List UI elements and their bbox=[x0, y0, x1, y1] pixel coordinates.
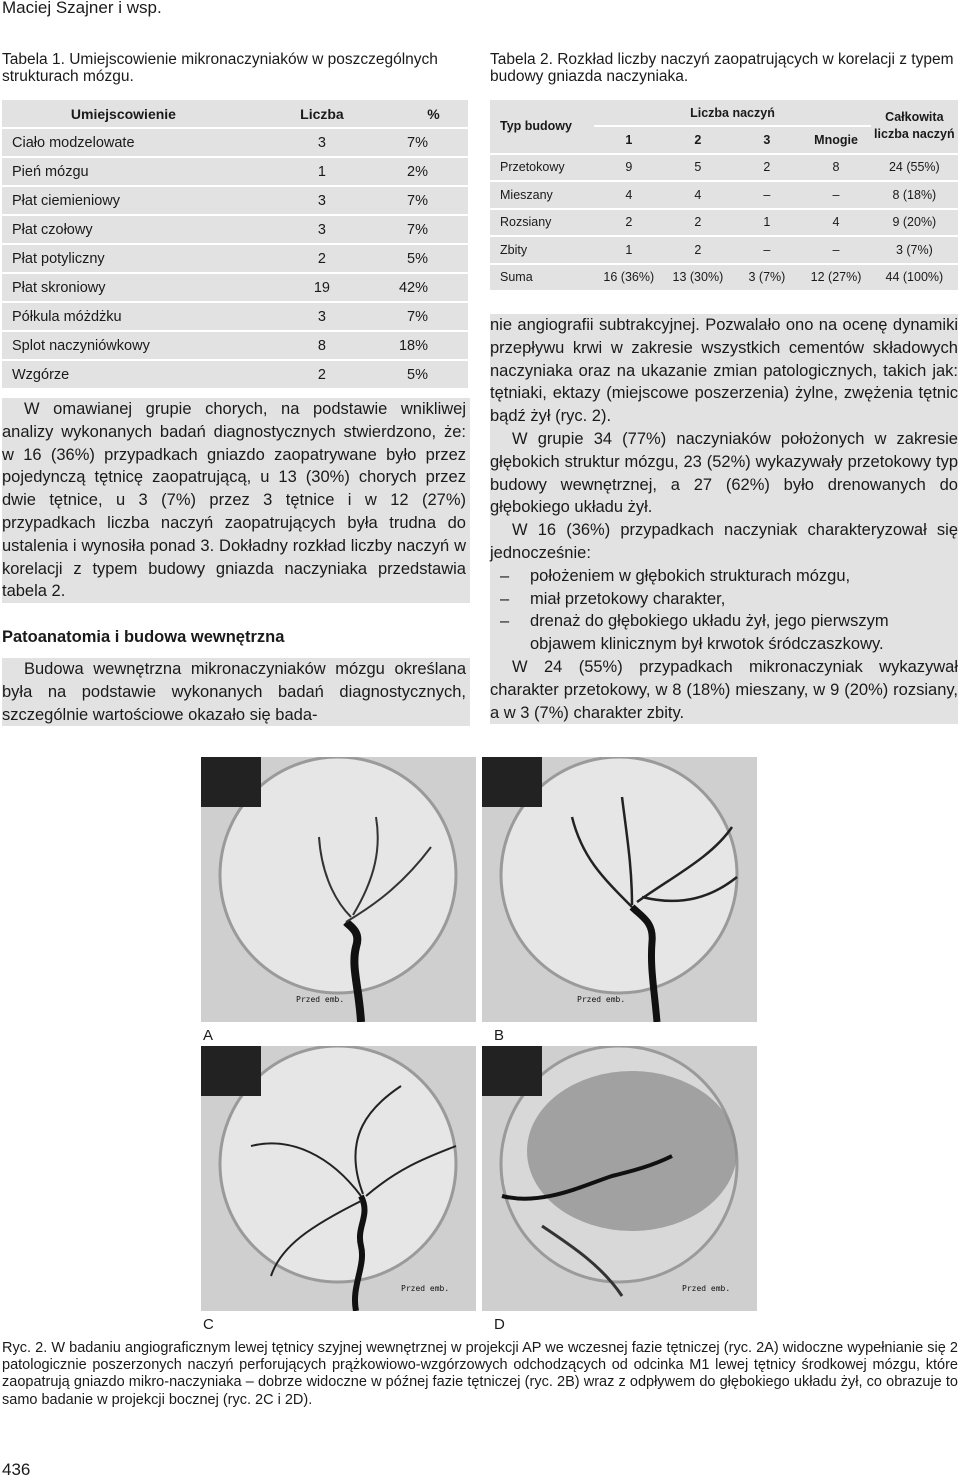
table2-caption: Tabela 2. Rozkład liczby naczyń zaopatrujących w korelacji z typem budowy gniazda naczyniaka. bbox=[490, 51, 954, 85]
table2-header-total: Całkowita liczba naczyń bbox=[871, 100, 958, 154]
table-cell: 3 bbox=[245, 302, 399, 331]
left-paragraph-2 bbox=[2, 658, 470, 726]
table2-subheader: 2 bbox=[663, 126, 732, 154]
figure-label-d: D bbox=[494, 1316, 505, 1333]
table-cell: Płat skroniowy bbox=[2, 273, 245, 302]
table-cell: 8 bbox=[801, 154, 870, 182]
table-cell: 4 bbox=[801, 209, 870, 237]
table-cell: 9 bbox=[594, 154, 663, 182]
image-annotation: Przed emb. bbox=[682, 1284, 731, 1293]
table-cell: 24 (55%) bbox=[871, 154, 958, 182]
table-row bbox=[2, 157, 468, 186]
table-cell: Rozsiany bbox=[490, 209, 594, 237]
table-cell: 5 bbox=[663, 154, 732, 182]
table-cell: 5% bbox=[399, 244, 468, 273]
figure-label-a: A bbox=[203, 1027, 214, 1044]
table-cell: 3 bbox=[245, 186, 399, 215]
table-cell: 7% bbox=[399, 302, 468, 331]
angiogram-image-a bbox=[201, 757, 476, 1022]
table-cell: 3 bbox=[245, 128, 399, 157]
table-cell: – bbox=[732, 236, 801, 264]
table-row bbox=[2, 360, 468, 389]
table-cell: 2 bbox=[245, 360, 399, 389]
left-paragraph-1 bbox=[2, 398, 470, 603]
image-annotation: Przed emb. bbox=[296, 995, 345, 1004]
table-cell: 19 bbox=[245, 273, 399, 302]
table-row bbox=[2, 215, 468, 244]
table-cell: 5% bbox=[399, 360, 468, 389]
page-number: 436 bbox=[2, 1460, 31, 1479]
right-text-block bbox=[490, 314, 958, 724]
table-cell: Pień mózgu bbox=[2, 157, 245, 186]
table-cell: 3 (7%) bbox=[732, 264, 801, 292]
dash-bullet: – bbox=[500, 612, 510, 631]
image-annotation: Przed emb. bbox=[577, 995, 626, 1004]
paragraph: W 16 (36%) przypadkach naczyniak charakteryzował się jednocześnie: bbox=[490, 521, 958, 562]
list-item bbox=[490, 610, 958, 656]
table-cell: 13 (30%) bbox=[663, 264, 732, 292]
paragraph: W 24 (55%) przypadkach mikronaczyniak wykazywał charakter przetokowy, w 8 (18%) mieszany, w 9 (20%) rozsiany, a w 3 (7%) charakter zbity. bbox=[490, 657, 958, 722]
angiogram-panel-b bbox=[482, 757, 757, 1022]
list-item bbox=[490, 565, 958, 588]
table-cell: 2 bbox=[732, 154, 801, 182]
paragraph: W omawianej grupie chorych, na podstawie wnikliwej analizy wykonanych badań diagnostycznych stwierdzono, że: w 16 (36%) przypadkach gniazdo zaopatrywane było przez pojedynczą tętnicę zaopatrującą, u 13 (30%) chorych przez dwie tętnice, u 3 (7%) przez 3 tętnice i w 12 (27%) przypadkach liczba naczyń zaopatrujących była trudna do ustalenia i wynosiła ponad 3. Dokładny rozkład liczby naczyń w korelacji z typem budowy gniazda naczyniaka przedstawia tabela 2. bbox=[2, 400, 466, 601]
section-heading: Patoanatomia i budowa wewnętrzna bbox=[2, 628, 285, 646]
running-header: Maciej Szajner i wsp. bbox=[2, 0, 162, 17]
table-row bbox=[2, 186, 468, 215]
table-cell: 8 (18%) bbox=[871, 181, 958, 209]
table-cell: 2 bbox=[245, 244, 399, 273]
table2-header-type: Typ budowy bbox=[490, 100, 594, 154]
image-annotation: Przed emb. bbox=[401, 1284, 450, 1293]
figure-label-c: C bbox=[203, 1316, 214, 1333]
table-row bbox=[490, 154, 958, 182]
table-cell: Płat potyliczny bbox=[2, 244, 245, 273]
table-cell: 9 (20%) bbox=[871, 209, 958, 237]
table-cell: Półkula móżdżku bbox=[2, 302, 245, 331]
table-row bbox=[490, 236, 958, 264]
table1 bbox=[2, 100, 468, 390]
table-cell: 18% bbox=[399, 331, 468, 360]
table-row bbox=[490, 264, 958, 292]
table-cell: 1 bbox=[594, 236, 663, 264]
angiogram-image-b bbox=[482, 757, 757, 1022]
table-cell: 2 bbox=[663, 236, 732, 264]
table-cell: Splot naczyniówkowy bbox=[2, 331, 245, 360]
table1-header-count: Liczba bbox=[245, 100, 399, 128]
table-cell: 7% bbox=[399, 215, 468, 244]
paragraph: nie angiografii subtrakcyjnej. Pozwalało ono na ocenę dynamiki przepływu krwi w zakresie wszystkich cementów składowych naczyniaka oraz na ukazanie zmian patologicznych, takich jak: tętniaki, ektazy (miejscowe poszerzenia) żylne, zwężenia tętnic bądź żył (ryc. 2). bbox=[490, 316, 958, 426]
table-cell: – bbox=[732, 181, 801, 209]
list-item-text: miał przetokowy charakter, bbox=[530, 589, 726, 608]
table-cell: Wzgórze bbox=[2, 360, 245, 389]
table-cell: 44 (100%) bbox=[871, 264, 958, 292]
table-cell: 2 bbox=[594, 209, 663, 237]
list-item bbox=[490, 588, 958, 611]
table-cell: 2 bbox=[663, 209, 732, 237]
table-cell: – bbox=[801, 181, 870, 209]
table-cell: 1 bbox=[732, 209, 801, 237]
table-cell: 2% bbox=[399, 157, 468, 186]
table-cell: 8 bbox=[245, 331, 399, 360]
table-cell: Zbity bbox=[490, 236, 594, 264]
list-item-text: drenaż do głębokiego układu żył, jego pierwszym objawem klinicznym był krwotok śródczaszkowy. bbox=[530, 612, 889, 654]
angiogram-image-d bbox=[482, 1046, 757, 1311]
table2-header-group: Liczba naczyń bbox=[594, 100, 870, 126]
dash-bullet: – bbox=[500, 566, 510, 585]
table1-header-row bbox=[2, 100, 468, 128]
table-cell: 42% bbox=[399, 273, 468, 302]
table-cell: 7% bbox=[399, 128, 468, 157]
table-cell: 3 bbox=[245, 215, 399, 244]
table2-header-row bbox=[490, 100, 958, 126]
table2-subheader: 1 bbox=[594, 126, 663, 154]
table1-header-percent: % bbox=[399, 100, 468, 128]
table-cell: 16 (36%) bbox=[594, 264, 663, 292]
table-cell: 1 bbox=[245, 157, 399, 186]
list-item-text: położeniem w głębokich strukturach mózgu, bbox=[530, 566, 851, 585]
table-cell: Płat czołowy bbox=[2, 215, 245, 244]
table-cell: 3 (7%) bbox=[871, 236, 958, 264]
table-row bbox=[2, 128, 468, 157]
dash-bullet: – bbox=[500, 589, 510, 608]
table-cell: Przetokowy bbox=[490, 154, 594, 182]
paragraph: W grupie 34 (77%) naczyniaków położonych w zakresie głębokich struktur mózgu, 23 (52%) wykazywały przetokowy typ budowy wewnętrznej, a 27 (62%) było drenowanych do głębokiego układu żył. bbox=[490, 429, 958, 517]
figure-label-b: B bbox=[494, 1027, 505, 1044]
paragraph: Budowa wewnętrzna mikronaczyniaków mózgu określana była na podstawie wykonanych badań diagnostycznych, szczególnie wartościowe okazało się bada- bbox=[2, 660, 466, 724]
table-row bbox=[490, 181, 958, 209]
table-cell: Ciało modzelowate bbox=[2, 128, 245, 157]
table-cell: 4 bbox=[594, 181, 663, 209]
table-cell: – bbox=[801, 236, 870, 264]
table-cell: Suma bbox=[490, 264, 594, 292]
table-row bbox=[2, 273, 468, 302]
table2-subheader: Mnogie bbox=[801, 126, 870, 154]
table-cell: 12 (27%) bbox=[801, 264, 870, 292]
angiogram-panel-a bbox=[201, 757, 476, 1022]
table-cell: 4 bbox=[663, 181, 732, 209]
table1-header-location: Umiejscowienie bbox=[2, 100, 245, 128]
table-row bbox=[2, 302, 468, 331]
table1-caption: Tabela 1. Umiejscowienie mikronaczyniaków w poszczególnych strukturach mózgu. bbox=[2, 51, 438, 85]
table-row bbox=[2, 244, 468, 273]
table-row bbox=[2, 331, 468, 360]
table2-subheader: 3 bbox=[732, 126, 801, 154]
angiogram-panel-d bbox=[482, 1046, 757, 1311]
table-cell: Mieszany bbox=[490, 181, 594, 209]
table-row bbox=[490, 209, 958, 237]
angiogram-panel-c bbox=[201, 1046, 476, 1311]
table-cell: Płat ciemieniowy bbox=[2, 186, 245, 215]
figure-caption: Ryc. 2. W badaniu angiograficznym lewej tętnicy szyjnej wewnętrznej w projekcji AP we wczesnej fazie tętniczej (ryc. 2A) widoczne wypełnianie się 2 patologicznie poszerzonych naczyń perforujących prążkowiowo-wzgórzowych odchodzących od odcinka M1 lewej tętnicy środkowej mózgu, które zaopatrują gniazdo mikro-naczyniaka – dobrze widoczne w późnej fazie tętniczej (ryc. 2B) wraz z odpływem do głębokiego układu żył, co obrazuje to samo badanie w projekcji bocznej (ryc. 2C i 2D). bbox=[2, 1340, 958, 1408]
table2 bbox=[490, 100, 958, 292]
table-cell: 7% bbox=[399, 186, 468, 215]
angiogram-image-c bbox=[201, 1046, 476, 1311]
